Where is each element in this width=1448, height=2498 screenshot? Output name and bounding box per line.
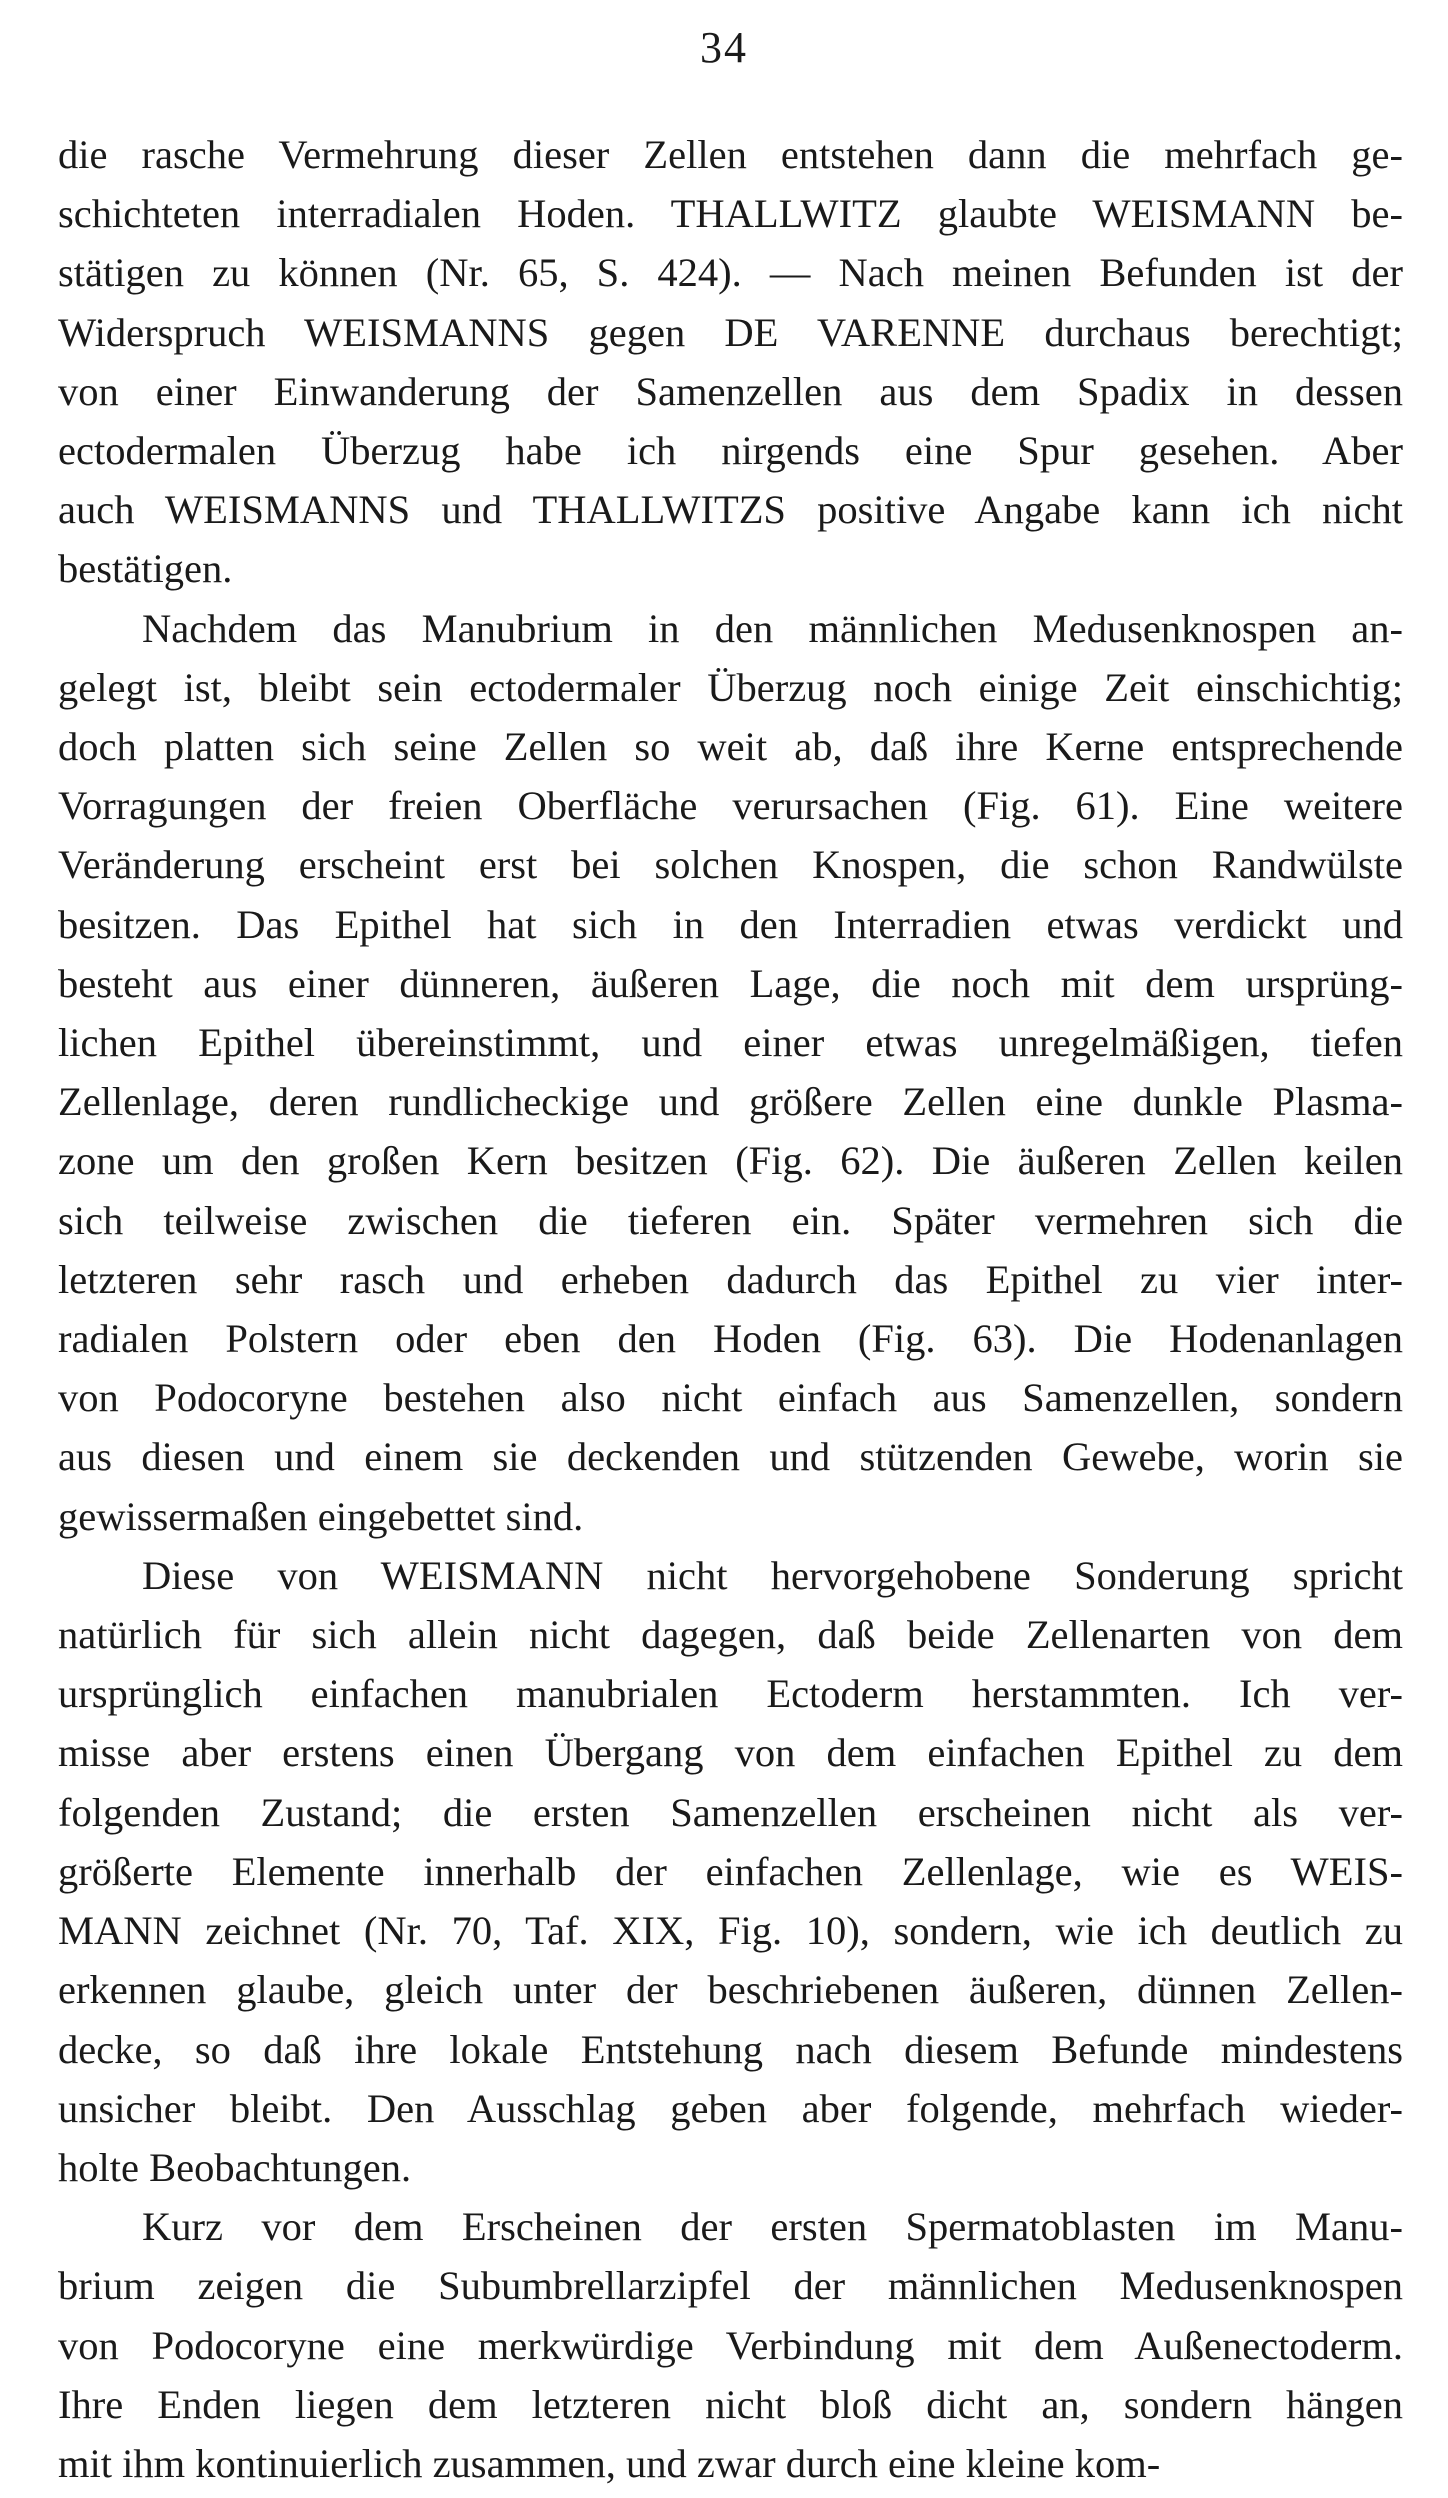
text-line: gelegt ist, bleibt sein ectodermaler Überzug noch einige Zeit einschichtig;	[58, 664, 1403, 710]
text-line: sich teilweise zwischen die tieferen ein. Später vermehren sich die	[58, 1197, 1403, 1243]
text-line: aus diesen und einem sie deckenden und stützenden Gewebe, worin sie	[58, 1434, 1403, 1480]
text-line: folgenden Zustand; die ersten Samenzellen erscheinen nicht als ver-	[58, 1789, 1403, 1835]
text-line: schichteten interradialen Hoden. THALLWITZ glaubte WEISMANN be-	[58, 191, 1403, 237]
text-line: misse aber erstens einen Übergang von dem einfachen Epithel zu dem	[58, 1730, 1403, 1776]
text-line: natürlich für sich allein nicht dagegen, daß beide Zellenarten von dem	[58, 1612, 1403, 1658]
text-line: größerte Elemente innerhalb der einfachen Zellenlage, wie es WEIS-	[58, 1848, 1403, 1894]
paragraph	[58, 599, 1403, 1546]
text-line: mit ihm kontinuierlich zusammen, und zwar durch eine kleine kom-	[58, 2440, 1161, 2486]
text-line: doch platten sich seine Zellen so weit ab, daß ihre Kerne entsprechende	[58, 724, 1403, 770]
text-line: Diese von WEISMANN nicht hervorgehobene Sonderung spricht	[142, 1552, 1403, 1598]
text-line: Nachdem das Manubrium in den männlichen Medusenknospen an-	[142, 605, 1403, 651]
text-line: Zellenlage, deren rundlicheckige und größere Zellen eine dunkle Plasma-	[58, 1079, 1403, 1125]
text-line: Vorragungen der freien Oberfläche verursachen (Fig. 61). Eine weitere	[58, 783, 1403, 829]
text-line: erkennen glaube, gleich unter der beschriebenen äußeren, dünnen Zellen-	[58, 1967, 1403, 2013]
text-line: besitzen. Das Epithel hat sich in den Interradien etwas verdickt und	[58, 901, 1403, 947]
text-line: stätigen zu können (Nr. 65, S. 424). — Nach meinen Befunden ist der	[58, 250, 1403, 296]
text-line: Kurz vor dem Erscheinen der ersten Spermatoblasten im Manu-	[142, 2204, 1403, 2250]
paragraph	[58, 2197, 1403, 2493]
text-line: brium zeigen die Subumbrellarzipfel der männlichen Medusenknospen	[58, 2263, 1403, 2309]
text-line: von Podocoryne eine merkwürdige Verbindung mit dem Außenectoderm.	[58, 2322, 1403, 2368]
text-line: von Podocoryne bestehen also nicht einfach aus Samenzellen, sondern	[58, 1375, 1403, 1421]
page-number: 34	[700, 23, 748, 72]
body-text	[58, 125, 1403, 2493]
text-line: bestätigen.	[58, 546, 233, 592]
paragraph	[58, 1546, 1403, 2197]
text-line: auch WEISMANNS und THALLWITZS positive Angabe kann ich nicht	[58, 487, 1403, 533]
text-line: von einer Einwanderung der Samenzellen aus dem Spadix in dessen	[58, 368, 1403, 414]
text-line: letzteren sehr rasch und erheben dadurch das Epithel zu vier inter-	[58, 1256, 1403, 1302]
text-line: Veränderung erscheint erst bei solchen Knospen, die schon Randwülste	[58, 842, 1403, 888]
text-line: Widerspruch WEISMANNS gegen DE VARENNE durchaus berechtigt;	[58, 309, 1403, 355]
text-line: holte Beobachtungen.	[58, 2144, 412, 2190]
text-line: MANN zeichnet (Nr. 70, Taf. XIX, Fig. 10), sondern, wie ich deutlich zu	[58, 1908, 1403, 1954]
text-line: radialen Polstern oder eben den Hoden (Fig. 63). Die Hodenanlagen	[58, 1316, 1403, 1362]
text-line: gewissermaßen eingebettet sind.	[58, 1493, 584, 1539]
text-line: unsicher bleibt. Den Ausschlag geben aber folgende, mehrfach wieder-	[58, 2085, 1403, 2131]
text-line: decke, so daß ihre lokale Entstehung nach diesem Befunde mindestens	[58, 2026, 1403, 2072]
text-line: Ihre Enden liegen dem letzteren nicht bloß dicht an, sondern hängen	[58, 2381, 1403, 2427]
text-line: lichen Epithel übereinstimmt, und einer etwas unregelmäßigen, tiefen	[58, 1020, 1403, 1066]
text-line: zone um den großen Kern besitzen (Fig. 62). Die äußeren Zellen keilen	[58, 1138, 1403, 1184]
text-line: ectodermalen Überzug habe ich nirgends eine Spur gesehen. Aber	[58, 428, 1403, 474]
text-line: besteht aus einer dünneren, äußeren Lage, die noch mit dem ursprüng-	[58, 960, 1403, 1006]
text-line: die rasche Vermehrung dieser Zellen entstehen dann die mehrfach ge-	[58, 132, 1403, 177]
text-line: ursprünglich einfachen manubrialen Ectoderm herstammten. Ich ver-	[58, 1671, 1403, 1717]
paragraph	[58, 125, 1403, 599]
